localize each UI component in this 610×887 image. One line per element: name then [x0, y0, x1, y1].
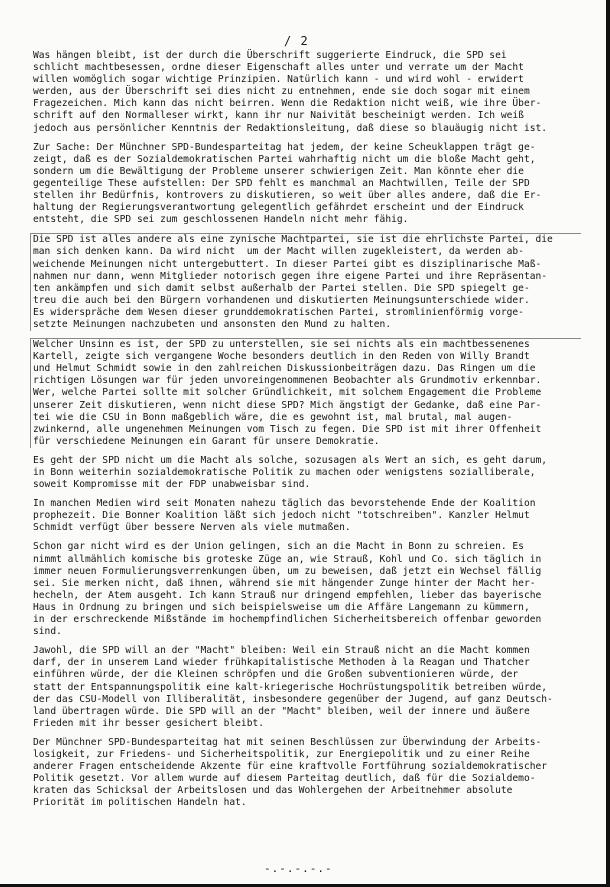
text-line: für verschiedene Meinungen ein Garant für unsere Demokratie. [33, 435, 380, 447]
text-line: sondern um die Bewältigung der Probleme unserer schwierigen Zeit. Man könnte eher die [33, 165, 524, 177]
text-line: entsteht, die SPD sei zum geschlossenen Handeln nicht mehr fähig. [33, 214, 409, 226]
text-line: Wer, welche Partei sollte mit solcher Gründlichkeit, mit solchem Engagement die Probleme [33, 387, 542, 399]
text-line: treu die auch bei den Bürgern vorhandenen und diskutierten Meinungsunterschiede wider. [33, 294, 530, 306]
paragraph-6 [33, 498, 581, 534]
paragraph-8 [33, 645, 581, 730]
text-line: man sich denken kann. Da wird nicht um der Macht willen zugekleistert, da werden ab- [33, 246, 524, 258]
text-line: unserer Zeit diskutieren, wenn nicht diese SPD? Mich ängstigt der Gedanke, daß eine Par- [33, 399, 542, 411]
text-line: willen womöglich sogar wichtige Prinzipien. Natürlich kann - und wird wohl - erwidert [33, 74, 524, 86]
text-line: ten ankämpfen und sich damit selbst außerhalb der Partei stellen. Die SPD spiegelt ge- [33, 282, 530, 294]
text-line: schlicht machtbesessen, ordne dieser Eigenschaft alles unter und verrate um der Macht [33, 62, 524, 74]
text-line: richtigen Lösungen war für jeden unvoreingenommenen Beobachter als Grundmotiv erkennbar. [33, 375, 542, 387]
text-line: Es geht der SPD nicht um die Macht als solche, sozusagen als Wert an sich, es geht darum, [33, 454, 548, 466]
text-line: jedoch aus persönlicher Kenntnis der Redaktionsleitung, daß diese so blauäugig nicht ist. [33, 122, 548, 134]
text-line: darf, der in unserem Land wieder frühkapitalistische Methoden à la Reagan und Thatcher [33, 657, 530, 669]
text-line: soweit Kompromisse mit der FDP unabweisbar sind. [33, 479, 311, 491]
text-line: schrift auf den Normalleser wirkt, kann ihr nur Naivität bescheinigt werden. Ich weiß [33, 110, 524, 122]
text-line: Politik gesetzt. Vor allem wurde auf diesem Parteitag deutlich, daß für die Sozialdemo- [33, 773, 536, 785]
text-line: Was hängen bleibt, ist der durch die Überschrift suggerierte Eindruck, die SPD sei [33, 50, 507, 61]
text-line: Schon gar nicht wird es der Union gelingen, sich an die Macht in Bonn zu schreien. Es [33, 541, 524, 553]
text-line: Frieden mit ihr besser gesichert bleibt. [33, 717, 265, 729]
text-line: Zur Sache: Der Münchner SPD-Bundesparteitag hat jedem, der keine Scheuklappen trägt ge- [33, 141, 536, 153]
text-line: Kartell, zeigte sich vergangene Woche besonders deutlich in den Reden von Willy Brandt [33, 351, 530, 363]
body-text [33, 50, 581, 816]
text-line: zeigt, daß es der Sozialdemokratischen Partei wahrhaftig nicht um die bloße Macht geht, [33, 153, 536, 165]
paragraph-4 [30, 338, 581, 448]
text-line: losigkeit, zur Friedens- und Sicherheitspolitik, zur Energiepolitik und zu einer Reihe [33, 748, 530, 760]
text-line: gegenteilige These aufstellen: Der SPD fehlt es manchmal an Machtwillen, Teile der SPD [33, 177, 530, 189]
text-line: immer neuen Formulierungsverrenkungen üben, um zu beweisen, daß jetzt ein Wechsel fällig [33, 565, 542, 577]
text-line: prophezeit. Die Bonner Koalition läßt sich jedoch nicht "totschreiben". Kanzler Helmut [33, 510, 530, 522]
text-line: land übertragen würde. Die SPD will an der "Macht" bleiben, weil der innere und äußere [33, 705, 530, 717]
text-line: haltung der Regierungsverantwortung gelegentlich gefährdet erscheint und der Eindruck [33, 202, 524, 214]
text-line: einführen würde, der die Kleinen schröpfen und die Großen subventionieren würde, der [33, 669, 519, 681]
paragraph-3 [30, 233, 581, 331]
text-line: Die SPD ist alles andere als eine zynische Machtpartei, sie ist die ehrlichste Partei, die [33, 234, 553, 246]
text-line: werden, aus der Überschrift sei dies nicht zu entnehmen, ende sie doch sogar mit einem [33, 86, 530, 98]
text-line: anderer Fragen entscheidende Akzente für eine kraftvolle Fortführung sozialdemokratischer [33, 761, 548, 773]
text-line: in Bonn weiterhin sozialdemokratische Politik zu machen oder wenigstens sozialliberale, [33, 467, 536, 478]
text-line: Priorität im politischen Handeln hat. [33, 797, 247, 809]
text-line: hecheln, der Atem ausgeht. Ich kann Strauß nur dringend empfehlen, lieber das bayerische [33, 589, 542, 601]
text-line: In manchen Medien wird seit Monaten nahezu täglich das bevorstehende Ende der Koalition [33, 498, 536, 510]
text-line: kraten das Schicksal der Arbeitslosen und das Wohlergehen der Arbeitnehmer absolute [33, 785, 513, 797]
text-line: statt der Entspannungspolitik eine kalt-kriegerische Hochrüstungspolitik betreiben würde, [33, 681, 548, 693]
text-line: Jawohl, die SPD will an der "Macht" bleiben: Weil ein Strauß nicht an die Macht kommen [33, 645, 530, 657]
paragraph-5 [33, 455, 581, 491]
text-line: Haus in Ordnung zu bringen und sich beispielsweise um die Affäre Langemann zu kümmern, [33, 601, 530, 613]
paragraph-2 [33, 142, 581, 227]
text-line: der das CSU-Modell von Illiberalität, insbesondere gegenüber der Jugend, auf ganz Deutsch- [33, 693, 553, 705]
paragraph-7 [33, 541, 581, 638]
text-line: in der erschreckende Mißstände im hochempfindlichen Sicherheitsbereich offenbar geworden [33, 614, 542, 626]
text-line: setzte Meinungen nachzubeten und ansonsten den Mund zu halten. [33, 318, 392, 330]
text-line: zwinkernd, alle ungenehmen Meinungen vom Tisch zu fegen. Die SPD ist mit ihrer Offenheit [33, 423, 542, 435]
text-line: stellen ihr Bedürfnis, kontrovers zu diskutieren, so weit über alles andere, daß die Er- [33, 190, 542, 202]
paragraph-9 [33, 737, 581, 810]
paragraph-1 [33, 50, 581, 135]
end-mark: -.-.-.-.- [264, 862, 333, 875]
text-line: nimmt allmählich komische bis groteske Züge an, wie Strauß, Kohl und Co. sich täglich in [33, 553, 542, 565]
text-line: Der Münchner SPD-Bundesparteitag hat mit seinen Beschlüssen zur Überwindung der Arbeits- [33, 736, 542, 748]
text-line: sind. [33, 626, 62, 638]
text-line: nahmen nur dann, wenn Mitglieder notorisch gegen ihre eigene Partei und ihre Repräsentan- [33, 270, 548, 282]
text-line: und Helmut Schmidt sowie in den zahlreichen Diskussionbeiträgen dazu. Das Ringen um die [33, 363, 536, 375]
text-line: Es widerspräche dem Wesen dieser grunddemokratischen Partei, stromlinienförmig vorge- [33, 306, 524, 318]
text-line: Schmidt verfügt über bessere Nerven als viele mutmaßen. [33, 522, 351, 534]
text-line: Fragezeichen. Mich kann das nicht beirren. Wenn die Redaktion nicht weiß, wie ihre Über- [33, 98, 542, 110]
text-line: weichende Meinungen nicht untergebuttert. In dieser Partei gibt es disziplinarische Maß- [33, 258, 542, 270]
text-line: sei. Sie merken nicht, daß ihnen, während sie mit hängender Zunge hinter der Macht her- [33, 577, 536, 589]
text-line: tei wie die CSU in Bonn maßgeblich wäre, die es gewohnt ist, mal brutal, mal augen- [33, 411, 513, 423]
page-number: / 2 [284, 34, 309, 48]
text-line: Welcher Unsinn es ist, der SPD zu unterstellen, sie sei nichts als ein machtbessenenes [33, 339, 530, 351]
